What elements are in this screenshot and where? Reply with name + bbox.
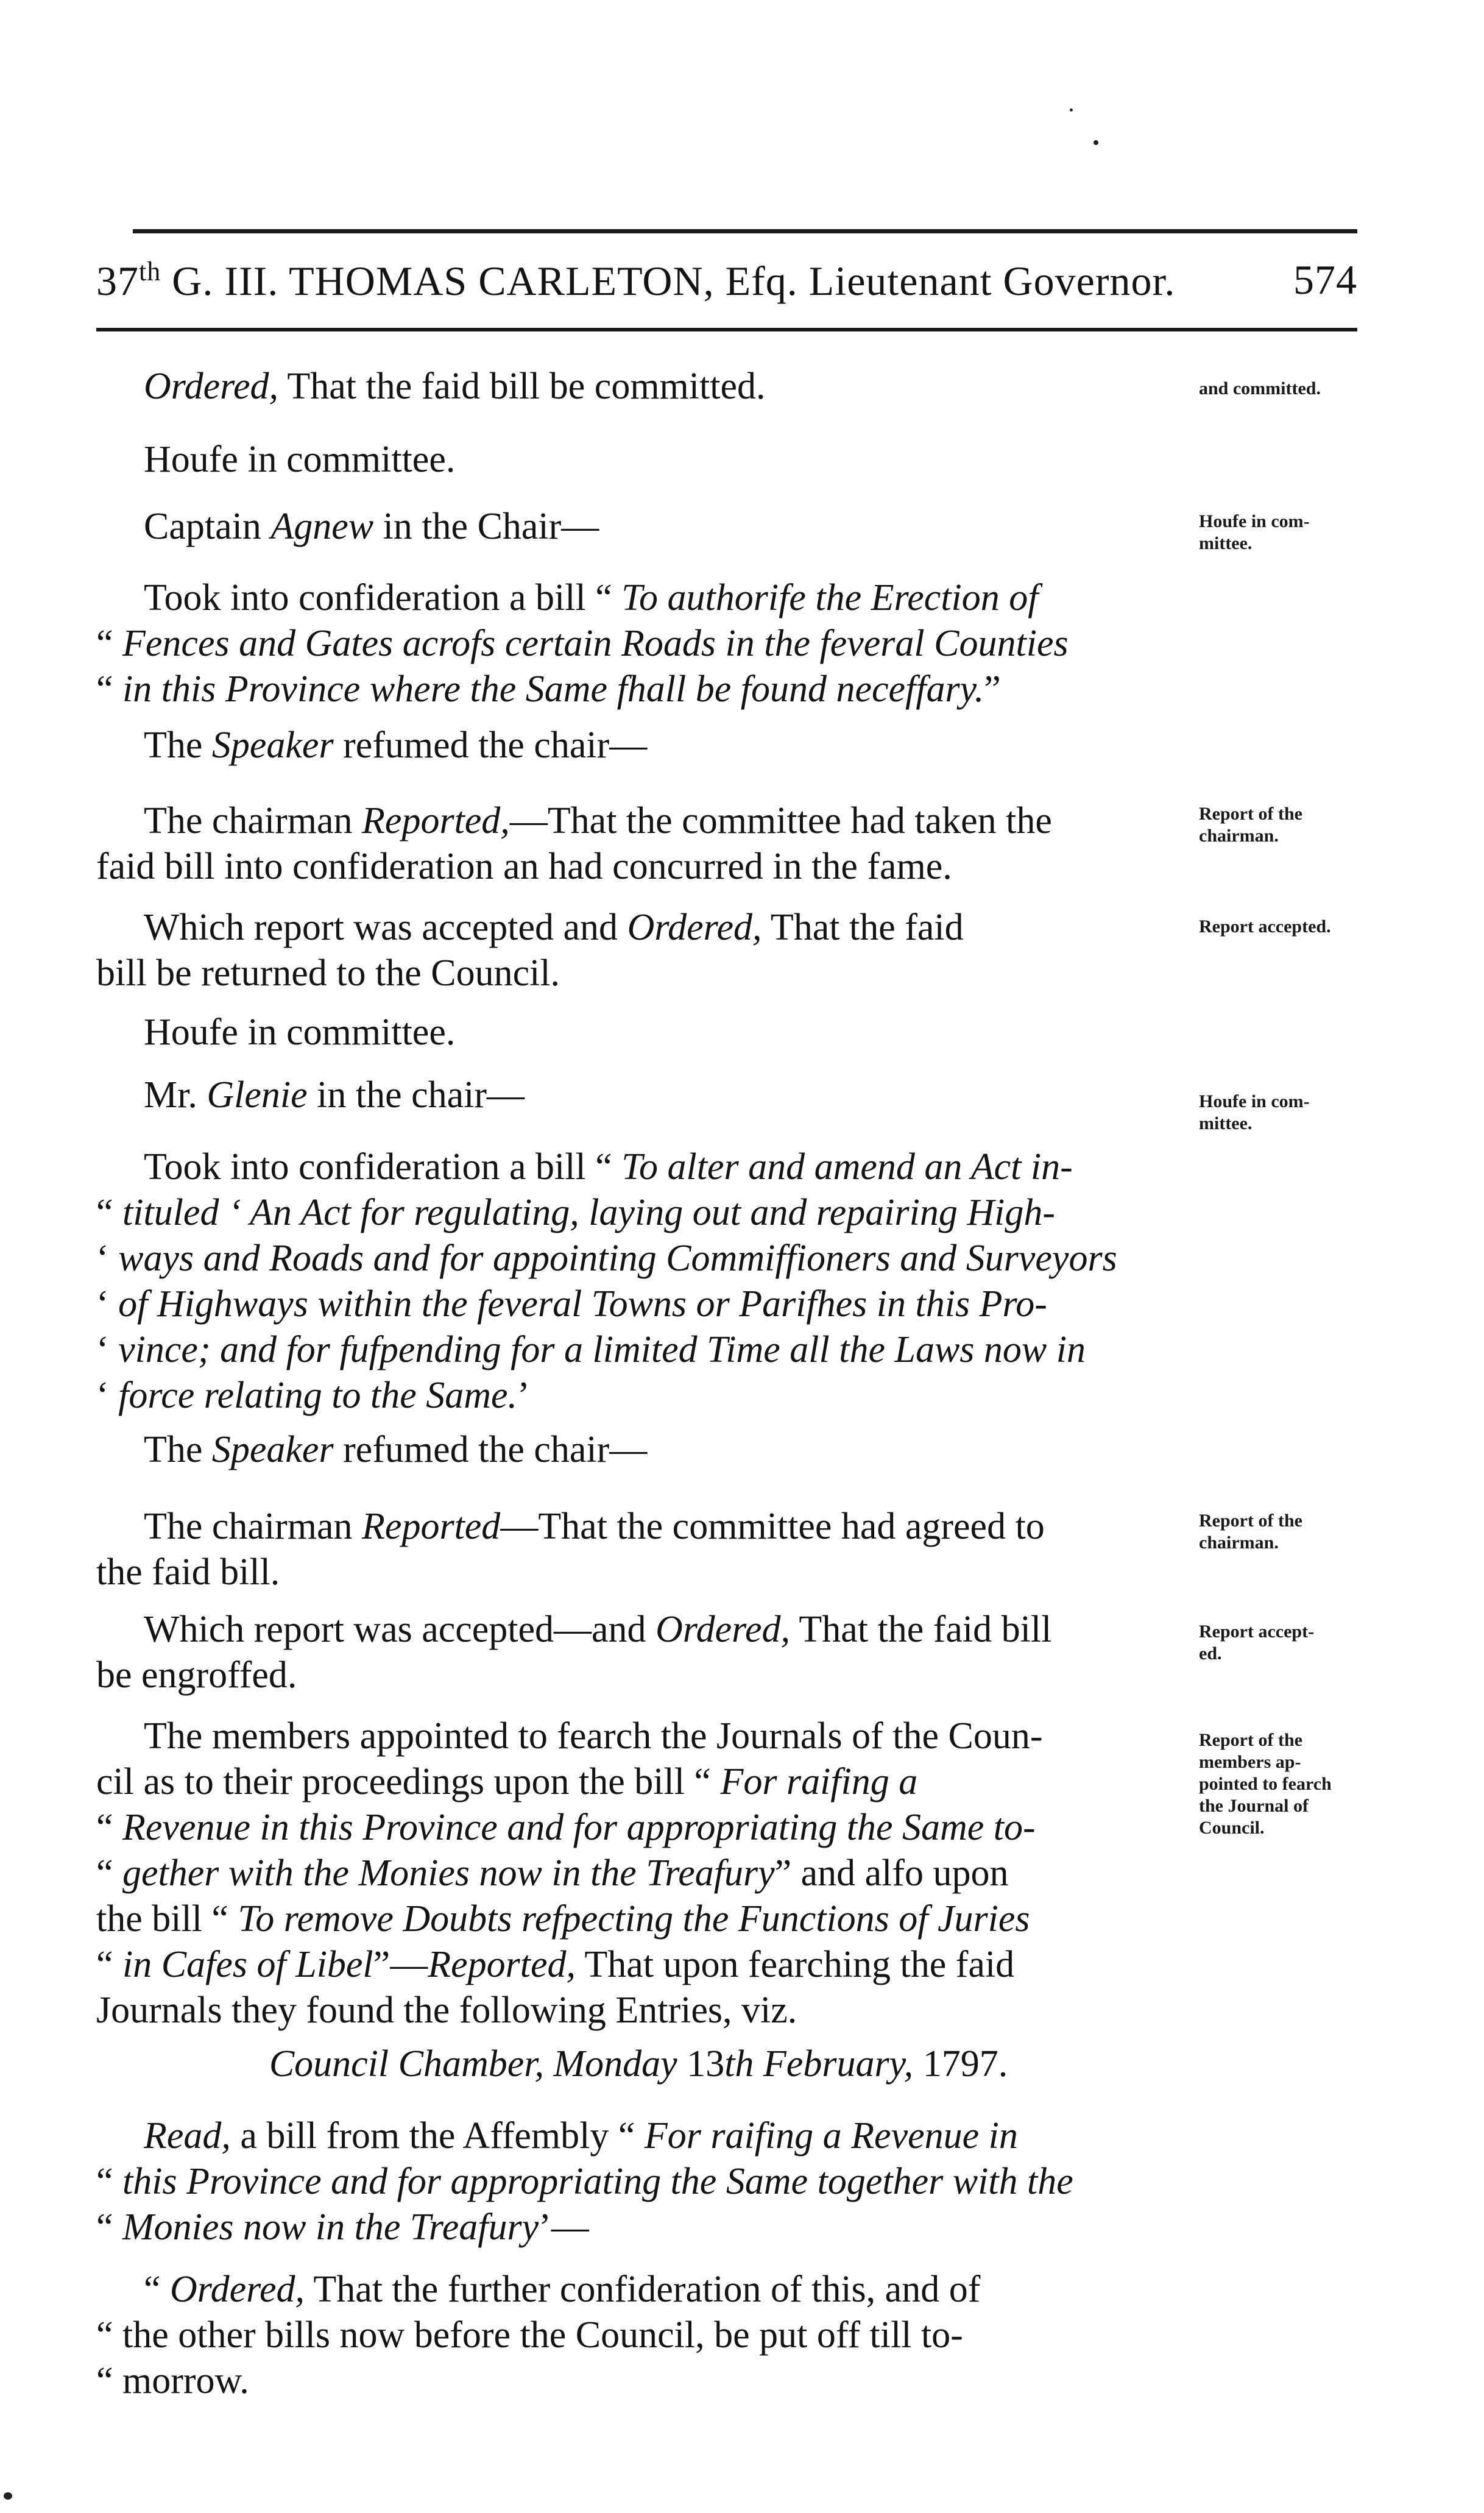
margin-note-line: Report accept-	[1199, 1622, 1315, 1642]
paragraph	[96, 798, 1181, 890]
text-line: Took into confideration a bill “ To authorife the Erection of	[144, 577, 1039, 619]
paragraph	[96, 1010, 1181, 1055]
paragraph	[96, 504, 1181, 550]
paragraph	[96, 1607, 1181, 1698]
text-line: Captain Agnew in the Chair—	[144, 506, 599, 547]
text-line: “ gether with the Monies now in the Treafury” and alfo upon	[96, 1852, 1009, 1894]
text-line: Ordered, That the faid bill be committed.	[144, 366, 766, 407]
ink-speck	[1094, 140, 1098, 145]
text-line: “ Revenue in this Province and for appropriating the Same to-	[96, 1807, 1036, 1848]
regnal-suffix: th	[139, 257, 161, 286]
margin-note-line: ed.	[1199, 1643, 1222, 1664]
text-line: “ the other bills now before the Council, be put off till to-	[96, 2314, 963, 2356]
text-line: the faid bill.	[96, 1551, 280, 1593]
paragraph	[96, 723, 1181, 768]
paragraph	[96, 1504, 1181, 1595]
text-line: cil as to their proceedings upon the bill “ For raifing a	[96, 1761, 918, 1802]
margin-note	[1199, 1510, 1357, 1554]
running-head	[96, 256, 1175, 305]
text-line: ‘ of Highways within the feveral Towns or Parifhes in this Pro-	[96, 1283, 1047, 1325]
text-line: Houfe in committee.	[144, 1012, 456, 1053]
header-rule-bottom	[96, 328, 1357, 331]
regnal-rest: G. III.	[172, 258, 279, 304]
margin-note-line: Report accepted.	[1199, 916, 1331, 937]
margin-note-line: Council.	[1199, 1818, 1265, 1838]
margin-note-line: mittee.	[1199, 1113, 1253, 1133]
text-line: The Speaker refumed the chair—	[144, 725, 648, 766]
text-line: be engroffed.	[96, 1654, 297, 1696]
page-number: 574	[1293, 257, 1357, 303]
text-line: “ morrow.	[96, 2360, 249, 2401]
margin-note-line: Report of the	[1199, 804, 1302, 824]
text-line: Which report was accepted and Ordered, That the faid	[144, 907, 964, 948]
text-line: faid bill into confideration an had concurred in the fame.	[96, 846, 952, 887]
text-line: The Speaker refumed the chair—	[144, 1429, 648, 1470]
paragraph	[96, 1072, 1181, 1118]
text-line: Which report was accepted—and Ordered, That the faid bill	[144, 1609, 1052, 1650]
paragraph	[96, 905, 1181, 996]
text-line: Mr. Glenie in the chair—	[144, 1074, 525, 1116]
margin-note	[1199, 916, 1357, 938]
margin-note	[1199, 378, 1357, 400]
margin-note-line: chairman.	[1199, 1533, 1279, 1553]
margin-note-line: Report of the	[1199, 1511, 1302, 1531]
ink-speck	[1070, 108, 1073, 112]
paragraph	[96, 364, 1181, 409]
text-line: “ tituled ‘ An Act for regulating, laying out and repairing High-	[96, 1192, 1055, 1233]
text-line: Journals they found the following Entries, viz.	[96, 1990, 797, 2031]
paragraph	[96, 575, 1181, 712]
margin-note-line: and committed.	[1199, 378, 1321, 399]
margin-note-line: the Journal of	[1199, 1796, 1309, 1816]
margin-note-line: members ap-	[1199, 1752, 1301, 1772]
text-line: Houfe in committee.	[144, 439, 456, 480]
paragraph	[96, 1427, 1181, 1473]
margin-note	[1199, 1621, 1357, 1665]
header-title: THOMAS CARLETON, Efq. Lieutenant Governor.	[289, 258, 1176, 304]
regnal-number: 37	[96, 258, 139, 304]
text-line: bill be returned to the Council.	[96, 952, 560, 994]
text-line: “ Monies now in the Treafury’—	[96, 2206, 589, 2248]
margin-note	[1199, 1091, 1357, 1135]
text-line: “ Ordered, That the further confideration of this, and of	[144, 2269, 981, 2310]
paragraph	[96, 2267, 1181, 2404]
text-line: ‘ ways and Roads and for appointing Commiffioners and Surveyors	[96, 1238, 1117, 1279]
text-line: ‘ force relating to the Same.’	[96, 1375, 530, 1416]
text-line: “ this Province and for appropriating the Same together with the	[96, 2161, 1073, 2202]
text-line: “ Fences and Gates acrofs certain Roads in the feveral Counties	[96, 623, 1069, 664]
running-header	[96, 256, 1357, 311]
margin-note-line: mittee.	[1199, 533, 1253, 553]
header-rule-top	[133, 229, 1357, 233]
margin-note-line: Houfe in com-	[1199, 1091, 1310, 1111]
text-line: ‘ vince; and for fufpending for a limited Time all the Laws now in	[96, 1329, 1086, 1370]
text-line: The members appointed to fearch the Journals of the Coun-	[144, 1715, 1043, 1757]
margin-note	[1199, 511, 1357, 555]
text-line: The chairman Reported—That the committee had agreed to	[144, 1506, 1045, 1547]
margin-note-line: pointed to fearch	[1199, 1774, 1332, 1794]
margin-note	[1199, 1729, 1357, 1839]
margin-note	[1199, 803, 1357, 847]
text-line: “ in this Province where the Same fhall be found neceffary.”	[96, 668, 1001, 710]
margin-note-line: Report of the	[1199, 1730, 1302, 1750]
text-line: the bill “ To remove Doubts refpecting the Functions of Juries	[96, 1898, 1030, 1940]
text-line: Took into confideration a bill “ To alter and amend an Act in-	[144, 1146, 1073, 1188]
text-line: Council Chamber, Monday 13th February, 1797.	[269, 2043, 1008, 2085]
paragraph	[96, 2041, 1181, 2087]
paragraph	[96, 2113, 1181, 2250]
ink-speck	[4, 2492, 12, 2500]
paragraph	[96, 1144, 1181, 1419]
paragraph	[96, 1714, 1181, 2033]
text-line: The chairman Reported,—That the committee had taken the	[144, 800, 1052, 842]
margin-note-line: Houfe in com-	[1199, 511, 1310, 531]
paragraph	[96, 437, 1181, 483]
text-line: Read, a bill from the Affembly “ For raifing a Revenue in	[144, 2115, 1018, 2157]
text-line: “ in Cafes of Libel”—Reported, That upon fearching the faid	[96, 1944, 1015, 1985]
margin-note-line: chairman.	[1199, 826, 1279, 846]
